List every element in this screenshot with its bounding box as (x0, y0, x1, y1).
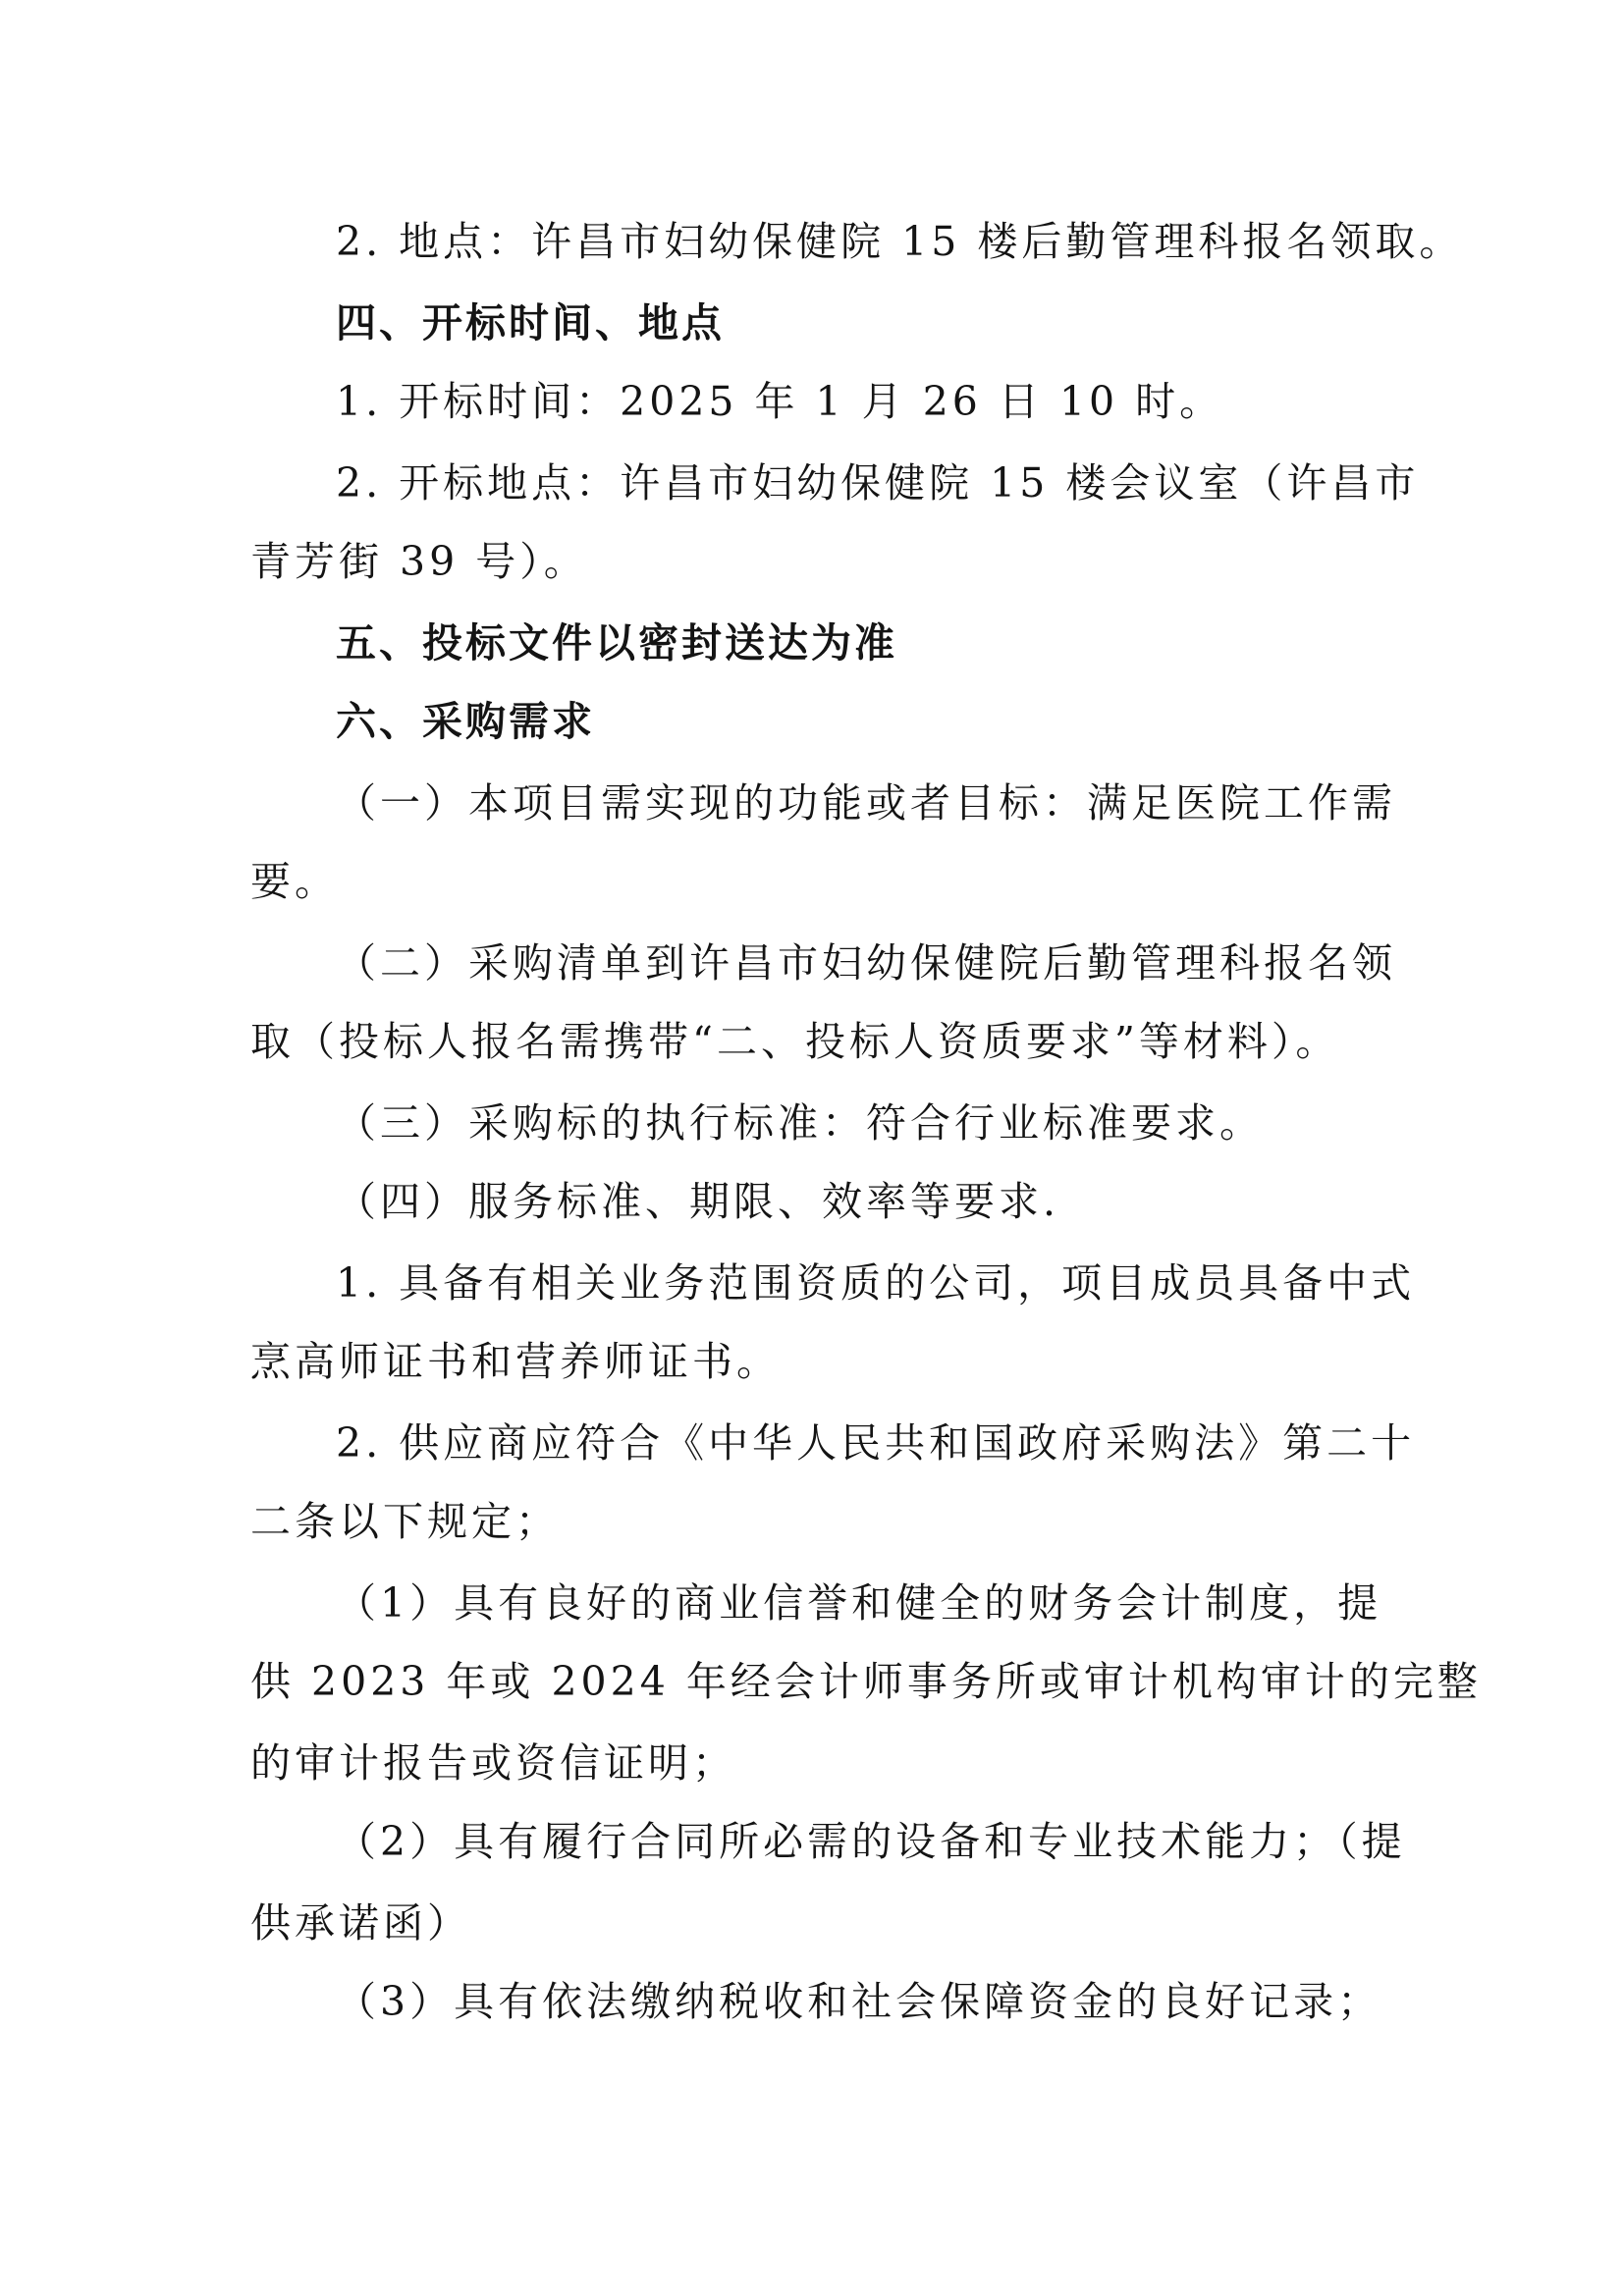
list-item-3: （3）具有依法缴纳税收和社会保障资金的良好记录； (336, 1978, 1382, 2025)
paragraph-qualification-cont: 烹高师证书和营养师证书。 (250, 1338, 781, 1385)
list-item-2: （2）具有履行合同所必需的设备和专业技术能力；（提 (336, 1818, 1406, 1865)
list-item-1-cont-b: 的审计报告或资信证明； (250, 1739, 736, 1787)
paragraph-bid-opening-time: 1. 开标时间：2025 年 1 月 26 日 10 时。 (336, 378, 1224, 425)
list-item-2-cont: 供承诺函） (250, 1899, 471, 1947)
paragraph-procurement-law: 2. 供应商应符合《中华人民共和国政府采购法》第二十 (336, 1419, 1416, 1467)
paragraph-bid-opening-location: 2. 开标地点：许昌市妇幼保健院 15 楼会议室（许昌市 (336, 459, 1420, 507)
section-heading-sealed-delivery: 五、投标文件以密封送达为准 (336, 619, 897, 667)
paragraph-execution-standard: （三）采购标的执行标准：符合行业标准要求。 (336, 1099, 1264, 1147)
paragraph-qualification: 1. 具备有相关业务范围资质的公司，项目成员具备中式 (336, 1259, 1416, 1307)
paragraph-bid-opening-location-cont: 青芳街 39 号）。 (250, 538, 588, 585)
paragraph-service-requirements: （四）服务标准、期限、效率等要求. (336, 1178, 1060, 1225)
section-heading-bid-opening: 四、开标时间、地点 (336, 299, 725, 347)
paragraph-project-goal-cont: 要。 (250, 858, 339, 905)
paragraph-procurement-list: （二）采购清单到许昌市妇幼保健院后勤管理科报名领 (336, 939, 1396, 987)
section-heading-procurement-needs: 六、采购需求 (336, 698, 595, 745)
paragraph-procurement-list-cont: 取（投标人报名需携带“二、投标人资质要求”等材料）。 (250, 1018, 1340, 1065)
list-item-1-cont-a: 供 2023 年或 2024 年经会计师事务所或审计机构审计的完整 (250, 1658, 1482, 1705)
paragraph-location-registration: 2. 地点：许昌市妇幼保健院 15 楼后勤管理科报名领取。 (336, 218, 1464, 265)
paragraph-project-goal: （一）本项目需实现的功能或者目标：满足医院工作需 (336, 779, 1396, 827)
list-item-1: （1）具有良好的商业信誉和健全的财务会计制度，提 (336, 1579, 1382, 1627)
paragraph-procurement-law-cont: 二条以下规定； (250, 1498, 560, 1545)
